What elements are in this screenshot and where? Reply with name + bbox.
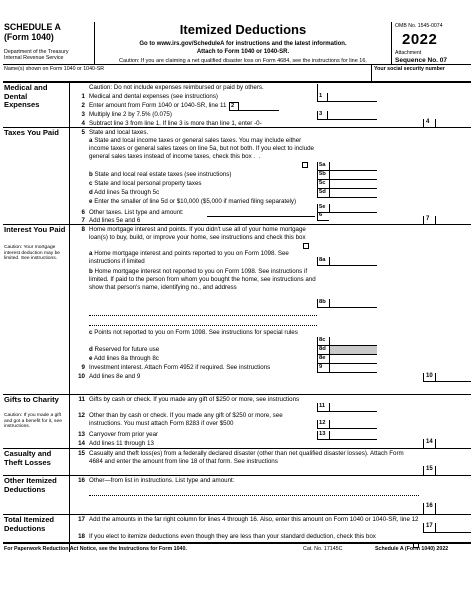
attachment-label: Attachment bbox=[395, 50, 422, 56]
line-15-text: Casualty and theft loss(es) from a federally declared disaster (other than net qualified disaster losses). Attach Form 4684 and enter the amount from line 18 of that form. See instructions bbox=[89, 450, 404, 465]
section-title-taxes: Taxes You Paid bbox=[4, 128, 59, 137]
schedule-a-form bbox=[3, 22, 471, 592]
section-casualty bbox=[3, 449, 471, 476]
line-7-text: Add lines 5e and 6 bbox=[89, 217, 141, 224]
line-8e-amount[interactable] bbox=[329, 355, 377, 364]
line-16-entry[interactable] bbox=[89, 495, 419, 496]
line-8b-address-1[interactable] bbox=[89, 315, 317, 316]
line-8b-label: Home mortgage interest not reported to you on Form 1098. See instructions if limited. If paid to the person from whom you bought the home, see instructions and show that person's name, identifying no., and address bbox=[89, 268, 316, 291]
line-5b-amount[interactable] bbox=[329, 171, 377, 180]
line-number: 17 bbox=[78, 516, 85, 523]
line-number: 12 bbox=[78, 412, 85, 419]
line-13 bbox=[69, 431, 471, 440]
line-11-box: 11 bbox=[317, 403, 329, 412]
line-16-text: Other—from list in instructions. List type and amount: bbox=[89, 477, 235, 484]
line-8b-text: b Home mortgage interest not reported to you on Form 1098. See instructions if limited. If paid to the person from whom you bought the home, see instructions and show that person's name, identifying no., and address bbox=[89, 268, 316, 291]
mortgage-checkbox[interactable] bbox=[303, 243, 309, 249]
line-number: 11 bbox=[78, 396, 85, 403]
section-medical bbox=[3, 83, 471, 128]
line-5b-label: State and local real estate taxes (see instructions) bbox=[94, 171, 232, 178]
section-interest bbox=[3, 225, 471, 395]
line-number: 10 bbox=[78, 373, 85, 380]
caution-line: Caution: If you are claiming a net qualified disaster loss on Form 4684, see the instructions for line 16. bbox=[119, 57, 367, 64]
line-number: 15 bbox=[78, 450, 85, 457]
line-3-text: Multiply line 2 by 7.5% (0.075) bbox=[89, 111, 172, 118]
department-line-2: Internal Revenue Service bbox=[4, 55, 64, 62]
line-8c-text: c Points not reported to you on Form 1098. See instructions for special rules bbox=[89, 329, 298, 336]
line-12-box: 12 bbox=[317, 420, 329, 429]
line-number: 8 bbox=[81, 226, 85, 233]
header-center bbox=[95, 22, 391, 65]
line-number: 13 bbox=[78, 431, 85, 438]
line-4-amount[interactable] bbox=[435, 119, 471, 128]
line-17-text: Add the amounts in the far right column for lines 4 through 16. Also, enter this amount on Form 1040 or 1040-SR, line 12 bbox=[89, 516, 419, 523]
line-8c-label: Points not reported to you on Form 1098. See instructions for special rules bbox=[94, 329, 298, 336]
ssn-label: Your social security number bbox=[374, 66, 445, 72]
line-8e-label: Add lines 8a through 8c bbox=[93, 355, 159, 362]
line-8a-amount[interactable] bbox=[329, 257, 377, 266]
section-title-interest: Interest You Paid bbox=[4, 225, 66, 234]
line-13-text: Carryover from prior year bbox=[89, 431, 159, 438]
attachment-sequence bbox=[395, 51, 447, 64]
line-4-box: 4 bbox=[423, 119, 435, 128]
form-id-footer: Schedule A (Form 1040) 2022 bbox=[375, 546, 449, 552]
line-15-box: 15 bbox=[423, 466, 435, 476]
line-5b-box: 5b bbox=[317, 171, 329, 180]
line-8d-box: 8d bbox=[317, 346, 329, 355]
line-12-text: Other than by cash or check. If you made any gift of $250 or more, see instructions. You must attach Form 8283 if over $500 bbox=[89, 412, 283, 427]
line-5e-box: 5e bbox=[317, 204, 329, 213]
line-number: 1 bbox=[81, 93, 85, 100]
line-number: 18 bbox=[78, 533, 85, 540]
line-6-box: 6 bbox=[317, 212, 329, 221]
line-12 bbox=[69, 412, 471, 431]
line-6 bbox=[69, 209, 471, 217]
line-9-amount[interactable] bbox=[329, 364, 377, 373]
catalog-number: Cat. No. 17145C bbox=[303, 546, 343, 552]
section-gifts bbox=[3, 395, 471, 449]
line-16-amount[interactable] bbox=[435, 503, 471, 515]
line-8a bbox=[69, 250, 471, 268]
ssn-field[interactable] bbox=[371, 65, 471, 83]
line-8b-box: 8b bbox=[317, 299, 329, 308]
section-title-other: Other Itemized Deductions bbox=[4, 476, 57, 494]
section-title-casualty: Casualty and Theft Losses bbox=[4, 449, 52, 467]
line-15 bbox=[69, 450, 471, 476]
line-10-amount[interactable] bbox=[435, 373, 471, 382]
line-4 bbox=[69, 120, 471, 128]
form-footer bbox=[3, 542, 471, 552]
line-14-amount[interactable] bbox=[435, 439, 471, 448]
line-17-amount[interactable] bbox=[435, 523, 471, 533]
line-5e-text: e Enter the smaller of line 5d or $10,000 ($5,000 if married filing separately) bbox=[89, 198, 297, 205]
section-title-gifts: Gifts to Charity bbox=[4, 395, 59, 404]
omb-number: OMB No. 1545-0074 bbox=[395, 23, 443, 29]
line-8 bbox=[69, 226, 471, 251]
sequence-number: Sequence No. 07 bbox=[395, 56, 448, 64]
line-5e-label: Enter the smaller of line 5d or $10,000 ($5,000 if married filing separately) bbox=[94, 198, 297, 205]
paperwork-notice: For Paperwork Reduction Act Notice, see the Instructions for Form 1040. bbox=[4, 546, 187, 552]
line-5a-label: State and local income taxes or general sales taxes. You may include either income taxes or general sales taxes on line 5a, but not both. If you elect to include general sales taxes instead of income taxes, check this box bbox=[89, 137, 314, 160]
line-5a-amount[interactable] bbox=[329, 162, 377, 171]
line-number: 6 bbox=[81, 209, 85, 216]
form-name: (Form 1040) bbox=[4, 31, 54, 42]
line-number: 9 bbox=[81, 364, 85, 371]
sales-tax-checkbox[interactable] bbox=[302, 162, 308, 168]
line-8c bbox=[69, 329, 471, 346]
line-number: 14 bbox=[78, 440, 85, 447]
section-other bbox=[3, 476, 471, 515]
line-3-amount[interactable] bbox=[327, 111, 377, 120]
line-9-box: 9 bbox=[317, 364, 329, 373]
line-8-text: Home mortgage interest and points. If you didn't use all of your home mortgage loan(s) to buy, build, or improve your home, see instructions and check this box bbox=[89, 226, 306, 241]
attach-line: Attach to Form 1040 or 1040-SR. bbox=[196, 48, 290, 55]
line-8d bbox=[69, 346, 471, 355]
line-11 bbox=[69, 396, 471, 412]
line-5d-amount[interactable] bbox=[329, 189, 377, 198]
department bbox=[4, 49, 68, 62]
line-6-text: Other taxes. List type and amount: bbox=[89, 209, 184, 216]
line-1-amount[interactable] bbox=[327, 93, 377, 102]
line-5c-amount[interactable] bbox=[329, 180, 377, 189]
line-5b bbox=[69, 171, 471, 180]
line-10-text: Add lines 8e and 9 bbox=[89, 373, 141, 380]
line-number: 4 bbox=[81, 120, 85, 127]
line-8b-address-2[interactable] bbox=[89, 325, 317, 326]
line-12-amount[interactable] bbox=[329, 420, 377, 429]
line-4-text: Subtract line 3 from line 1. If line 3 is more than line 1, enter -0- bbox=[89, 120, 262, 127]
line-5d-box: 5d bbox=[317, 189, 329, 198]
line-14-text: Add lines 11 through 13 bbox=[89, 440, 154, 447]
line-5c-label: State and local personal property taxes bbox=[94, 180, 202, 187]
schedule-name: SCHEDULE A bbox=[4, 22, 61, 32]
line-8d-text: d Reserved for future use bbox=[89, 346, 160, 353]
line-7-amount[interactable] bbox=[435, 216, 471, 225]
medical-caution: Caution: Do not include expenses reimbursed or paid by others. bbox=[89, 84, 264, 91]
line-8d-label: Reserved for future use bbox=[94, 346, 160, 353]
line-13-amount[interactable] bbox=[329, 431, 377, 440]
line-8a-text: a Home mortgage interest and points reported to you on Form 1098. See instructions if limited bbox=[89, 250, 289, 265]
line-1-text: Medical and dental expenses (see instructions) bbox=[89, 93, 218, 100]
line-11-amount[interactable] bbox=[329, 403, 377, 412]
line-5d-label: Add lines 5a through 5c bbox=[94, 189, 160, 196]
section-taxes bbox=[3, 128, 471, 225]
interest-caution: Caution: Your mortgage interest deduction may be limited. See instructions. bbox=[4, 245, 61, 262]
section-title-medical: Medical and Dental Expenses bbox=[4, 83, 48, 109]
line-5c-text: c State and local personal property taxes bbox=[89, 180, 202, 187]
line-number: 3 bbox=[81, 111, 85, 118]
line-17 bbox=[69, 516, 471, 533]
header-right bbox=[391, 22, 471, 65]
line-8d-amount bbox=[329, 346, 377, 355]
line-2-box: 2 bbox=[229, 102, 239, 111]
line-1 bbox=[69, 93, 471, 102]
line-8e bbox=[69, 355, 471, 364]
line-8c-amount[interactable] bbox=[329, 337, 377, 346]
line-number: 2 bbox=[81, 102, 85, 109]
line-medical-caution bbox=[69, 84, 471, 93]
line-1-box: 1 bbox=[317, 93, 327, 102]
department-line-1: Department of the Treasury bbox=[4, 49, 69, 55]
line-5a-box: 5a bbox=[317, 162, 329, 171]
line-number: 7 bbox=[81, 217, 85, 224]
header-left bbox=[3, 22, 95, 65]
name-field-label: Name(s) shown on Form 1040 or 1040-SR bbox=[4, 66, 105, 72]
line-5d bbox=[69, 189, 471, 198]
schedule-label bbox=[4, 23, 61, 43]
line-9 bbox=[69, 364, 471, 373]
line-8b-amount[interactable] bbox=[329, 299, 377, 308]
tax-year: 2022 bbox=[402, 31, 438, 48]
line-5c bbox=[69, 180, 471, 189]
instructions-line: Go to www.irs.gov/ScheduleA for instructions and the latest information. bbox=[139, 40, 347, 47]
line-8e-text: e Add lines 8a through 8c bbox=[89, 355, 159, 362]
line-number: 5 bbox=[81, 129, 85, 136]
line-15-amount[interactable] bbox=[435, 466, 471, 476]
form-title: Itemized Deductions bbox=[179, 22, 307, 37]
line-number: 16 bbox=[78, 477, 85, 484]
line-5a-text: a State and local income taxes or general sales taxes. You may include either income taxes or general sales taxes on line 5a, but not both. If you elect to include general sales taxes instead of income taxes, check this box . . bbox=[89, 137, 314, 160]
line-2-amount[interactable] bbox=[239, 102, 279, 111]
line-16 bbox=[69, 477, 471, 515]
line-5c-box: 5c bbox=[317, 180, 329, 189]
line-13-box: 13 bbox=[317, 431, 329, 440]
line-16-box: 16 bbox=[423, 503, 435, 515]
line-17-box: 17 bbox=[423, 523, 435, 533]
line-7-box: 7 bbox=[423, 216, 435, 225]
line-8a-label: Home mortgage interest and points reported to you on Form 1098. See instructions if limited bbox=[89, 250, 289, 265]
line-2 bbox=[69, 102, 471, 111]
line-5-text: State and local taxes. bbox=[89, 129, 149, 136]
line-14-box: 14 bbox=[423, 439, 435, 448]
line-14 bbox=[69, 440, 471, 449]
line-8c-box: 8c bbox=[317, 337, 329, 346]
line-8a-box: 8a bbox=[317, 257, 329, 266]
line-5b-text: b State and local real estate taxes (see instructions) bbox=[89, 171, 232, 178]
line-3 bbox=[69, 111, 471, 120]
line-3-box: 3 bbox=[317, 111, 327, 120]
line-10-box: 10 bbox=[423, 373, 435, 382]
line-8e-box: 8e bbox=[317, 355, 329, 364]
line-7 bbox=[69, 217, 471, 225]
line-11-text: Gifts by cash or check. If you made any gift of $250 or more, see instructions bbox=[89, 396, 300, 403]
line-18-text: If you elect to itemize deductions even though they are less than your standard deduction, check this box bbox=[89, 533, 376, 540]
line-10 bbox=[69, 373, 471, 382]
name-row bbox=[3, 65, 471, 83]
line-8b bbox=[69, 268, 471, 328]
form-header bbox=[3, 22, 471, 65]
section-title-total: Total Itemized Deductions bbox=[4, 515, 55, 533]
line-9-text: Investment interest. Attach Form 4952 if required. See instructions bbox=[89, 364, 271, 371]
line-2-text: Enter amount from Form 1040 or 1040-SR, line 11 bbox=[89, 102, 227, 109]
line-5a bbox=[69, 137, 471, 170]
gifts-caution: Caution: If you made a gift and got a benefit for it, see instructions. bbox=[4, 413, 62, 430]
line-5d-text: d Add lines 5a through 5c bbox=[89, 189, 160, 196]
